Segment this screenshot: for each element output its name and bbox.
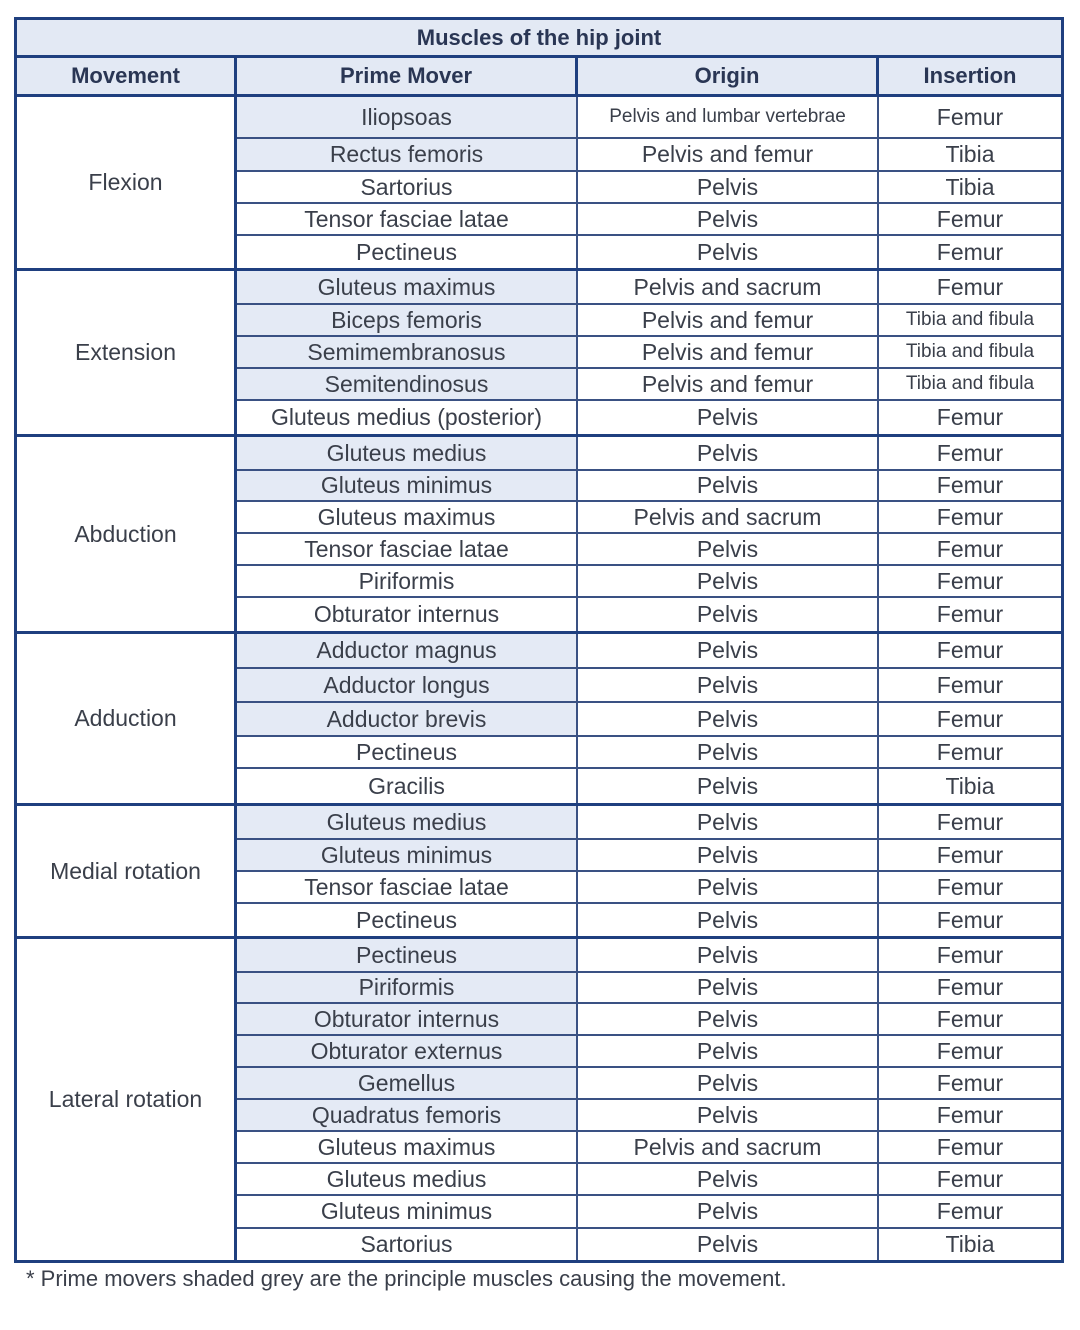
prime-mover-cell: Tensor fasciae latae bbox=[237, 534, 578, 564]
origin-cell: Pelvis bbox=[578, 1036, 879, 1066]
origin-cell: Pelvis and femur bbox=[578, 369, 879, 399]
prime-mover-cell: Gluteus maximus bbox=[237, 271, 578, 303]
movement-cell: Abduction bbox=[17, 437, 237, 631]
insertion-cell: Femur bbox=[936, 1198, 1004, 1224]
header-row bbox=[17, 58, 1061, 97]
prime-mover-cell: Tensor fasciae latae bbox=[237, 872, 578, 902]
insertion-cell: Femur bbox=[936, 503, 1004, 530]
table-row bbox=[237, 566, 1061, 598]
prime-mover-cell: Piriformis bbox=[237, 566, 578, 596]
origin-cell: Pelvis bbox=[578, 840, 879, 870]
insertion-cell: Femur bbox=[936, 601, 1004, 627]
movement-cell: Medial rotation bbox=[17, 806, 237, 936]
prime-mover-cell: Gluteus medius bbox=[237, 1164, 578, 1194]
prime-mover-cell: Biceps femoris bbox=[237, 305, 578, 335]
insertion-cell: Femur bbox=[936, 238, 1004, 265]
muscle-rows bbox=[237, 806, 1061, 936]
table-row bbox=[237, 939, 1061, 973]
header-prime-mover: Prime Mover bbox=[237, 58, 578, 94]
insertion-cell: Femur bbox=[936, 273, 1004, 300]
insertion-cell: Femur bbox=[936, 1165, 1004, 1192]
movement-group bbox=[17, 634, 1061, 806]
origin-cell: Pelvis bbox=[578, 534, 879, 564]
table-row bbox=[237, 337, 1061, 369]
insertion-cell: Femur bbox=[936, 974, 1004, 1000]
insertion-cell: Femur bbox=[936, 567, 1004, 594]
prime-mover-cell: Obturator internus bbox=[237, 598, 578, 631]
origin-cell: Pelvis bbox=[578, 872, 879, 902]
prime-mover-cell: Iliopsoas bbox=[237, 97, 578, 137]
table-row bbox=[237, 471, 1061, 502]
insertion-cell: Femur bbox=[936, 404, 1004, 430]
table-row bbox=[237, 1100, 1061, 1132]
origin-cell: Pelvis bbox=[578, 598, 879, 631]
origin-cell: Pelvis bbox=[578, 236, 879, 268]
insertion-cell: Femur bbox=[936, 439, 1004, 466]
insertion-cell: Femur bbox=[936, 738, 1004, 765]
prime-mover-cell: Semimembranosus bbox=[237, 337, 578, 367]
insertion-cell: Femur bbox=[936, 1101, 1004, 1128]
table-body bbox=[17, 97, 1061, 1260]
origin-cell: Pelvis and sacrum bbox=[578, 502, 879, 532]
table-row bbox=[237, 204, 1061, 236]
muscle-rows bbox=[237, 97, 1061, 268]
insertion-cell: Tibia and fibula bbox=[905, 309, 1035, 330]
prime-mover-cell: Semitendinosus bbox=[237, 369, 578, 399]
insertion-cell: Femur bbox=[936, 1069, 1004, 1096]
insertion-cell: Tibia bbox=[945, 173, 995, 200]
movement-cell: Extension bbox=[17, 271, 237, 434]
origin-cell: Pelvis bbox=[578, 939, 879, 971]
origin-cell: Pelvis bbox=[578, 471, 879, 500]
insertion-cell: Tibia bbox=[945, 772, 995, 799]
muscle-rows bbox=[237, 271, 1061, 434]
prime-mover-cell: Obturator externus bbox=[237, 1036, 578, 1066]
insertion-cell: Femur bbox=[936, 1037, 1004, 1064]
table-row bbox=[237, 1164, 1061, 1196]
table-row bbox=[237, 369, 1061, 401]
movement-cell: Lateral rotation bbox=[17, 939, 237, 1260]
prime-mover-cell: Pectineus bbox=[237, 236, 578, 268]
origin-cell: Pelvis bbox=[578, 973, 879, 1002]
insertion-cell: Tibia bbox=[945, 141, 995, 167]
origin-cell: Pelvis and sacrum bbox=[578, 271, 879, 303]
origin-cell: Pelvis bbox=[578, 204, 879, 234]
movement-group bbox=[17, 437, 1061, 634]
header-movement: Movement bbox=[17, 58, 237, 94]
prime-mover-cell: Gemellus bbox=[237, 1068, 578, 1098]
prime-mover-cell: Sartorius bbox=[237, 1229, 578, 1260]
insertion-cell: Tibia bbox=[945, 1231, 995, 1257]
insertion-cell: Femur bbox=[936, 535, 1004, 562]
movement-group bbox=[17, 939, 1061, 1260]
origin-cell: Pelvis bbox=[578, 1164, 879, 1194]
table-row bbox=[237, 236, 1061, 268]
movement-cell: Flexion bbox=[17, 97, 237, 268]
footnote: * Prime movers shaded grey are the principle muscles causing the movement. bbox=[26, 1266, 787, 1291]
insertion-cell: Femur bbox=[936, 808, 1004, 835]
origin-cell: Pelvis bbox=[578, 1100, 879, 1130]
origin-cell: Pelvis bbox=[578, 1229, 879, 1260]
movement-group bbox=[17, 271, 1061, 437]
insertion-cell: Tibia and fibula bbox=[905, 373, 1035, 394]
prime-mover-cell: Pectineus bbox=[237, 904, 578, 936]
origin-cell: Pelvis and femur bbox=[578, 305, 879, 335]
table-row bbox=[237, 401, 1061, 434]
prime-mover-cell: Rectus femoris bbox=[237, 139, 578, 170]
table-row bbox=[237, 502, 1061, 534]
prime-mover-cell: Adductor magnus bbox=[237, 634, 578, 667]
insertion-cell: Femur bbox=[936, 472, 1004, 498]
insertion-cell: Femur bbox=[936, 941, 1004, 968]
insertion-cell: Femur bbox=[936, 873, 1004, 900]
origin-cell: Pelvis bbox=[578, 904, 879, 936]
origin-cell: Pelvis bbox=[578, 1068, 879, 1098]
insertion-cell: Femur bbox=[936, 705, 1004, 732]
origin-cell: Pelvis bbox=[578, 669, 879, 701]
movement-cell: Adduction bbox=[17, 634, 237, 803]
prime-mover-cell: Gluteus medius bbox=[237, 806, 578, 838]
origin-cell: Pelvis bbox=[578, 703, 879, 735]
origin-cell: Pelvis and femur bbox=[578, 139, 879, 170]
table-row bbox=[237, 437, 1061, 471]
table-row bbox=[237, 139, 1061, 172]
prime-mover-cell: Quadratus femoris bbox=[237, 1100, 578, 1130]
insertion-cell: Femur bbox=[936, 1005, 1004, 1032]
prime-mover-cell: Pectineus bbox=[237, 939, 578, 971]
movement-group bbox=[17, 97, 1061, 271]
insertion-cell: Femur bbox=[936, 637, 1004, 663]
prime-mover-cell: Adductor brevis bbox=[237, 703, 578, 735]
hip-muscles-table bbox=[14, 17, 1064, 1263]
table-row bbox=[237, 305, 1061, 337]
header-insertion: Insertion bbox=[923, 63, 1017, 88]
origin-cell: Pelvis and sacrum bbox=[578, 1132, 879, 1162]
origin-cell: Pelvis bbox=[578, 437, 879, 469]
prime-mover-cell: Gluteus minimus bbox=[237, 1196, 578, 1227]
prime-mover-cell: Pectineus bbox=[237, 737, 578, 767]
insertion-cell: Femur bbox=[936, 1133, 1004, 1160]
table-row bbox=[237, 97, 1061, 139]
origin-cell: Pelvis bbox=[578, 1196, 879, 1227]
table-row bbox=[237, 840, 1061, 872]
table-row bbox=[237, 1132, 1061, 1164]
prime-mover-cell: Gluteus minimus bbox=[237, 840, 578, 870]
table-row bbox=[237, 1068, 1061, 1100]
header-origin: Origin bbox=[578, 58, 879, 94]
prime-mover-cell: Adductor longus bbox=[237, 669, 578, 701]
origin-cell: Pelvis bbox=[578, 401, 879, 434]
movement-group bbox=[17, 806, 1061, 939]
table-row bbox=[237, 872, 1061, 904]
prime-mover-cell: Gluteus maximus bbox=[237, 1132, 578, 1162]
table-row bbox=[237, 1229, 1061, 1260]
prime-mover-cell: Gluteus minimus bbox=[237, 471, 578, 500]
muscle-rows bbox=[237, 939, 1061, 1260]
origin-cell: Pelvis bbox=[578, 566, 879, 596]
muscle-rows bbox=[237, 437, 1061, 631]
insertion-cell: Femur bbox=[936, 906, 1004, 933]
insertion-cell: Femur bbox=[936, 841, 1004, 868]
table-row bbox=[237, 669, 1061, 703]
prime-mover-cell: Sartorius bbox=[237, 172, 578, 202]
table-row bbox=[237, 904, 1061, 936]
origin-cell: Pelvis and femur bbox=[578, 337, 879, 367]
table-row bbox=[237, 973, 1061, 1004]
table-row bbox=[237, 172, 1061, 204]
origin-cell: Pelvis bbox=[578, 1004, 879, 1034]
prime-mover-cell: Tensor fasciae latae bbox=[237, 204, 578, 234]
table-row bbox=[237, 598, 1061, 631]
table-row bbox=[237, 806, 1061, 840]
table-row bbox=[237, 1036, 1061, 1068]
prime-mover-cell: Piriformis bbox=[237, 973, 578, 1002]
prime-mover-cell: Gracilis bbox=[237, 769, 578, 803]
table-row bbox=[237, 1004, 1061, 1036]
insertion-cell: Tibia and fibula bbox=[905, 341, 1035, 362]
origin-cell: Pelvis and lumbar vertebrae bbox=[578, 97, 879, 137]
insertion-cell: Femur bbox=[936, 671, 1004, 698]
table-title: Muscles of the hip joint bbox=[17, 20, 1061, 58]
table-row bbox=[237, 1196, 1061, 1229]
table-row bbox=[237, 534, 1061, 566]
prime-mover-cell: Gluteus medius bbox=[237, 437, 578, 469]
prime-mover-cell: Gluteus maximus bbox=[237, 502, 578, 532]
table-row bbox=[237, 769, 1061, 803]
table-row bbox=[237, 634, 1061, 669]
origin-cell: Pelvis bbox=[578, 172, 879, 202]
insertion-cell: Femur bbox=[936, 103, 1004, 130]
prime-mover-cell: Gluteus medius (posterior) bbox=[237, 401, 578, 434]
table-row bbox=[237, 703, 1061, 737]
origin-cell: Pelvis bbox=[578, 634, 879, 667]
origin-cell: Pelvis bbox=[578, 769, 879, 803]
origin-cell: Pelvis bbox=[578, 806, 879, 838]
table-row bbox=[237, 737, 1061, 769]
origin-cell: Pelvis bbox=[578, 737, 879, 767]
prime-mover-cell: Obturator internus bbox=[237, 1004, 578, 1034]
table-row bbox=[237, 271, 1061, 305]
muscle-rows bbox=[237, 634, 1061, 803]
insertion-cell: Femur bbox=[936, 205, 1004, 232]
